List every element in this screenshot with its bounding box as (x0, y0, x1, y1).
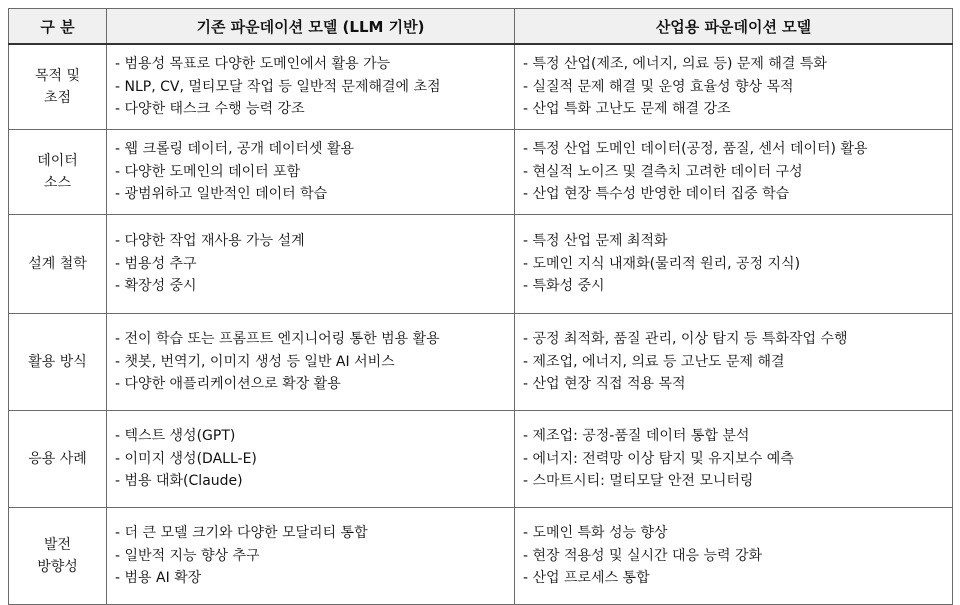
list-item: - 에너지: 전력망 이상 탐지 및 유지보수 예측 (523, 448, 942, 471)
industrial-model-cell (515, 508, 953, 605)
list-item: - 범용 대화(Claude) (115, 470, 504, 493)
industrial-model-list (523, 328, 942, 396)
existing-model-cell (107, 411, 515, 508)
industrial-model-list (523, 522, 942, 590)
row-category-cell (9, 44, 107, 130)
row-category: 발전 방향성 (37, 537, 78, 575)
industrial-model-list (523, 138, 942, 206)
header-existing-model: 기존 파운데이션 모델 (LLM 기반) (107, 9, 515, 45)
list-item: - 제조업: 공정-품질 데이터 통합 분석 (523, 425, 942, 448)
list-item: - 특정 산업 문제 최적화 (523, 230, 942, 253)
industrial-model-cell (515, 215, 953, 314)
existing-model-cell (107, 508, 515, 605)
row-category-cell (9, 411, 107, 508)
list-item: - 특정 산업(제조, 에너지, 의료 등) 문제 해결 특화 (523, 53, 942, 76)
header-category: 구 분 (9, 9, 107, 45)
list-item: - 웹 크롤링 데이터, 공개 데이터셋 활용 (115, 138, 504, 161)
list-item: - 전이 학습 또는 프롬프트 엔지니어링 통한 범용 활용 (115, 328, 504, 351)
list-item: - 챗봇, 번역기, 이미지 생성 등 일반 AI 서비스 (115, 351, 504, 374)
header-industrial-model: 산업용 파운데이션 모델 (515, 9, 953, 45)
existing-model-list (115, 138, 504, 206)
existing-model-list (115, 328, 504, 396)
existing-model-cell (107, 44, 515, 130)
list-item: - 도메인 특화 성능 향상 (523, 522, 942, 545)
list-item: - 산업 프로세스 통합 (523, 567, 942, 590)
list-item: - 다양한 도메인의 데이터 포함 (115, 161, 504, 184)
row-category: 목적 및 초점 (34, 68, 81, 106)
existing-model-list (115, 230, 504, 298)
industrial-model-list (523, 230, 942, 298)
existing-model-list (115, 425, 504, 493)
list-item: - 스마트시티: 멀티모달 안전 모니터링 (523, 470, 942, 493)
table-row (9, 215, 953, 314)
row-category: 데이터 소스 (37, 153, 78, 191)
comparison-table (8, 8, 953, 605)
list-item: - 범용성 목표로 다양한 도메인에서 활용 가능 (115, 53, 504, 76)
table-row (9, 44, 953, 130)
existing-model-cell (107, 215, 515, 314)
industrial-model-cell (515, 44, 953, 130)
table-row (9, 508, 953, 605)
table-row (9, 130, 953, 215)
list-item: - 범용성 추구 (115, 253, 504, 276)
list-item: - 일반적 지능 향상 추구 (115, 545, 504, 568)
row-category-cell (9, 508, 107, 605)
list-item: - NLP, CV, 멀티모달 작업 등 일반적 문제해결에 초점 (115, 76, 504, 99)
header-row (9, 9, 953, 45)
row-category: 설계 철학 (28, 256, 87, 272)
list-item: - 다양한 작업 재사용 가능 설계 (115, 230, 504, 253)
list-item: - 범용 AI 확장 (115, 567, 504, 590)
list-item: - 실질적 문제 해결 및 운영 효율성 향상 목적 (523, 76, 942, 99)
existing-model-list (115, 53, 504, 121)
list-item: - 산업 현장 특수성 반영한 데이터 집중 학습 (523, 183, 942, 206)
list-item: - 특화성 중시 (523, 275, 942, 298)
list-item: - 다양한 애플리케이션으로 확장 활용 (115, 373, 504, 396)
list-item: - 산업 특화 고난도 문제 해결 강조 (523, 98, 942, 121)
existing-model-list (115, 522, 504, 590)
row-category-cell (9, 130, 107, 215)
list-item: - 텍스트 생성(GPT) (115, 425, 504, 448)
row-category: 응용 사례 (28, 451, 87, 467)
row-category-cell (9, 215, 107, 314)
list-item: - 이미지 생성(DALL-E) (115, 448, 504, 471)
list-item: - 제조업, 에너지, 의료 등 고난도 문제 해결 (523, 351, 942, 374)
existing-model-cell (107, 130, 515, 215)
table-row (9, 411, 953, 508)
list-item: - 산업 현장 직접 적용 목적 (523, 373, 942, 396)
row-category: 활용 방식 (28, 354, 87, 370)
list-item: - 더 큰 모델 크기와 다양한 모달리티 통합 (115, 522, 504, 545)
list-item: - 특정 산업 도메인 데이터(공정, 품질, 센서 데이터) 활용 (523, 138, 942, 161)
list-item: - 확장성 중시 (115, 275, 504, 298)
list-item: - 현실적 노이즈 및 결측치 고려한 데이터 구성 (523, 161, 942, 184)
existing-model-cell (107, 314, 515, 411)
list-item: - 공정 최적화, 품질 관리, 이상 탐지 등 특화작업 수행 (523, 328, 942, 351)
industrial-model-cell (515, 314, 953, 411)
list-item: - 도메인 지식 내재화(물리적 원리, 공정 지식) (523, 253, 942, 276)
industrial-model-cell (515, 411, 953, 508)
list-item: - 현장 적용성 및 실시간 대응 능력 강화 (523, 545, 942, 568)
list-item: - 다양한 태스크 수행 능력 강조 (115, 98, 504, 121)
table-row (9, 314, 953, 411)
list-item: - 광범위하고 일반적인 데이터 학습 (115, 183, 504, 206)
industrial-model-list (523, 425, 942, 493)
row-category-cell (9, 314, 107, 411)
industrial-model-cell (515, 130, 953, 215)
industrial-model-list (523, 53, 942, 121)
